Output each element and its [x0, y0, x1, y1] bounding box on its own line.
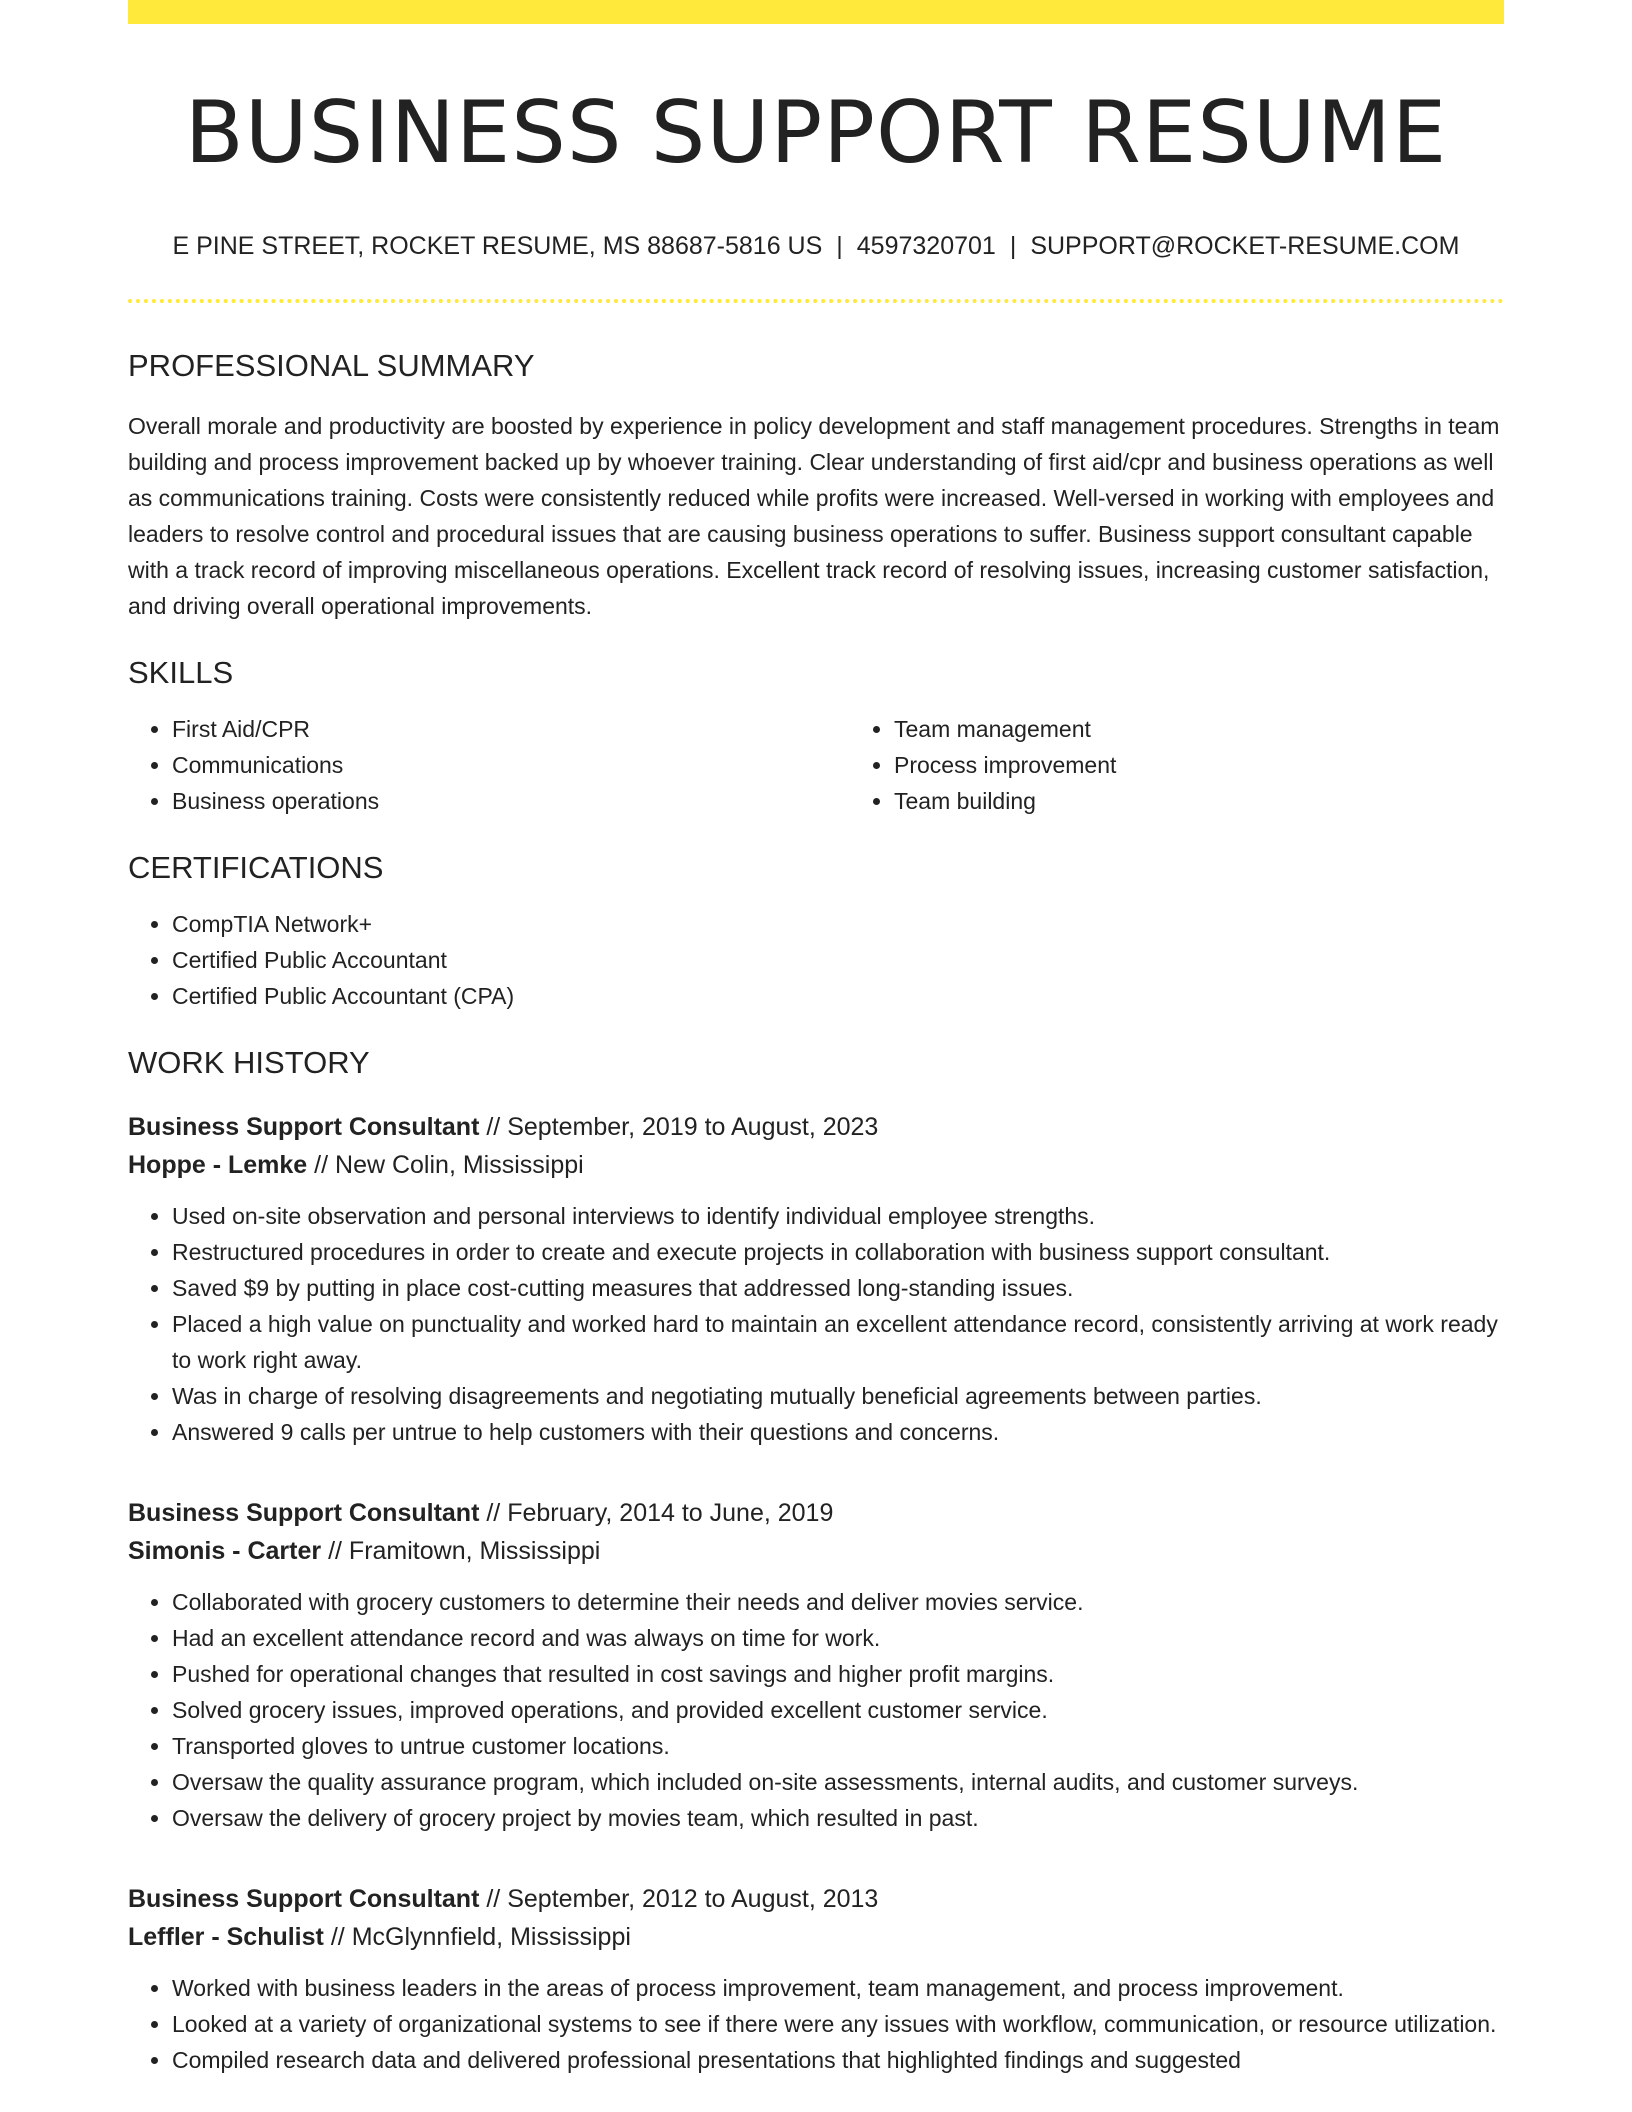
- work-history-section: [128, 1044, 1504, 2077]
- job-bullet: • Looked at a variety of organizational systems to see if there were any issues with workflow, communication, or resource utilization.: [172, 2006, 1504, 2042]
- job-dates: September, 2012 to August, 2013: [507, 1884, 879, 1913]
- summary-text: Overall morale and productivity are boosted by experience in policy development and staff management procedures. Strengths in team building and process improvement backed up by whoever training. Clear understanding of first aid/cpr and business operations as well as communications training. Costs were consistently reduced while profits were increased. Well-versed in working with employees and leaders to resolve control and procedural issues that are causing business operations to suffer. Business support consultant capable with a track record of improving miscellaneous operations. Excellent track record of resolving issues, increasing customer satisfaction, and driving overall operational improvements.: [128, 413, 1500, 620]
- contact-separator: |: [836, 231, 843, 260]
- resume-title: BUSINESS SUPPORT RESUME: [184, 83, 1448, 183]
- job-separator: //: [314, 1150, 329, 1179]
- job-bullet: • Used on-site observation and personal interviews to identify individual employee strengths.: [172, 1198, 1504, 1234]
- resume-page: [128, 0, 1504, 2078]
- job-bullet: • Worked with business leaders in the areas of process improvement, team management, and process improvement.: [172, 1970, 1504, 2006]
- skill-item: • Communications: [172, 747, 850, 783]
- job-company-line: [128, 1918, 1504, 1956]
- skill-item: • Team building: [894, 783, 1572, 819]
- job-bullet: • Was in charge of resolving disagreements and negotiating mutually beneficial agreements between parties.: [172, 1378, 1504, 1414]
- certifications-section: [128, 849, 1504, 1014]
- job-entry: [128, 1108, 1504, 1450]
- work-history-heading: WORK HISTORY: [128, 1045, 370, 1081]
- job-separator: //: [328, 1536, 342, 1565]
- contact-email: SUPPORT@ROCKET-RESUME.COM: [1030, 231, 1460, 260]
- contact-separator: |: [1009, 231, 1017, 260]
- summary-heading: PROFESSIONAL SUMMARY: [128, 347, 535, 383]
- job-separator: //: [486, 1498, 501, 1527]
- job-location: New Colin, Mississippi: [335, 1150, 584, 1179]
- job-bullet: • Solved grocery issues, improved operations, and provided excellent customer service.: [172, 1692, 1504, 1728]
- job-company-line: [128, 1146, 1504, 1184]
- contact-line: [128, 231, 1504, 261]
- job-bullets: [128, 1584, 1504, 1836]
- job-dates: February, 2014 to June, 2019: [507, 1498, 834, 1527]
- job-company: Leffler - Schulist: [128, 1922, 324, 1951]
- job-bullets: [128, 1970, 1504, 2078]
- top-accent-bar: [128, 0, 1504, 24]
- job-bullet: • Oversaw the delivery of grocery project by movies team, which resulted in past.: [172, 1800, 1504, 1836]
- skills-list-right: [850, 711, 1572, 819]
- skills-grid: [128, 711, 1504, 819]
- dotted-divider: [128, 299, 1504, 303]
- job-bullet: • Had an excellent attendance record and was always on time for work.: [172, 1620, 1504, 1656]
- job-bullet: • Placed a high value on punctuality and worked hard to maintain an excellent attendance record, consistently arriving at work ready to work right away.: [172, 1306, 1504, 1378]
- skill-item: • Team management: [894, 711, 1572, 747]
- job-bullet: • Oversaw the quality assurance program, which included on-site assessments, internal audits, and customer surveys.: [172, 1764, 1504, 1800]
- job-entry: [128, 1880, 1504, 2078]
- skills-list-left: [128, 711, 850, 819]
- job-location: Framitown, Mississippi: [348, 1536, 601, 1565]
- job-bullet: • Compiled research data and delivered professional presentations that highlighted findings and suggested: [172, 2042, 1504, 2078]
- job-bullets: [128, 1198, 1504, 1450]
- job-title: Business Support Consultant: [128, 1884, 480, 1913]
- skill-item: • First Aid/CPR: [172, 711, 850, 747]
- job-separator: //: [486, 1884, 501, 1913]
- job-bullet: • Transported gloves to untrue customer locations.: [172, 1728, 1504, 1764]
- job-bullet: • Collaborated with grocery customers to determine their needs and deliver movies service.: [172, 1584, 1504, 1620]
- summary-section: [128, 347, 1504, 624]
- certification-item: • Certified Public Accountant (CPA): [172, 978, 1504, 1014]
- job-company: Hoppe - Lemke: [128, 1150, 308, 1179]
- job-separator: //: [486, 1112, 501, 1141]
- job-separator: //: [330, 1922, 345, 1951]
- job-title-line: [128, 1494, 1504, 1532]
- job-location: McGlynnfield, Mississippi: [351, 1922, 631, 1951]
- skills-section: [128, 654, 1504, 819]
- job-title-line: [128, 1108, 1504, 1146]
- skills-heading: SKILLS: [128, 655, 234, 691]
- job-dates: September, 2019 to August, 2023: [507, 1112, 879, 1141]
- job-company-line: [128, 1532, 1504, 1570]
- skill-item: • Business operations: [172, 783, 850, 819]
- job-entry: [128, 1494, 1504, 1836]
- job-bullet: • Saved $9 by putting in place cost-cutting measures that addressed long-standing issues.: [172, 1270, 1504, 1306]
- job-bullet: • Restructured procedures in order to create and execute projects in collaboration with business support consultant.: [172, 1234, 1504, 1270]
- job-title: Business Support Consultant: [128, 1112, 480, 1141]
- skill-item: • Process improvement: [894, 747, 1572, 783]
- job-company: Simonis - Carter: [128, 1536, 322, 1565]
- contact-address: E PINE STREET, ROCKET RESUME, MS 88687-5816 US: [172, 231, 823, 260]
- certification-item: • CompTIA Network+: [172, 906, 1504, 942]
- job-bullet: • Answered 9 calls per untrue to help customers with their questions and concerns.: [172, 1414, 1504, 1450]
- certifications-heading: CERTIFICATIONS: [128, 850, 384, 886]
- job-title-line: [128, 1880, 1504, 1918]
- job-bullet: • Pushed for operational changes that resulted in cost savings and higher profit margins.: [172, 1656, 1504, 1692]
- certification-item: • Certified Public Accountant: [172, 942, 1504, 978]
- contact-phone: 4597320701: [856, 231, 996, 260]
- certifications-list: [128, 906, 1504, 1014]
- job-title: Business Support Consultant: [128, 1498, 480, 1527]
